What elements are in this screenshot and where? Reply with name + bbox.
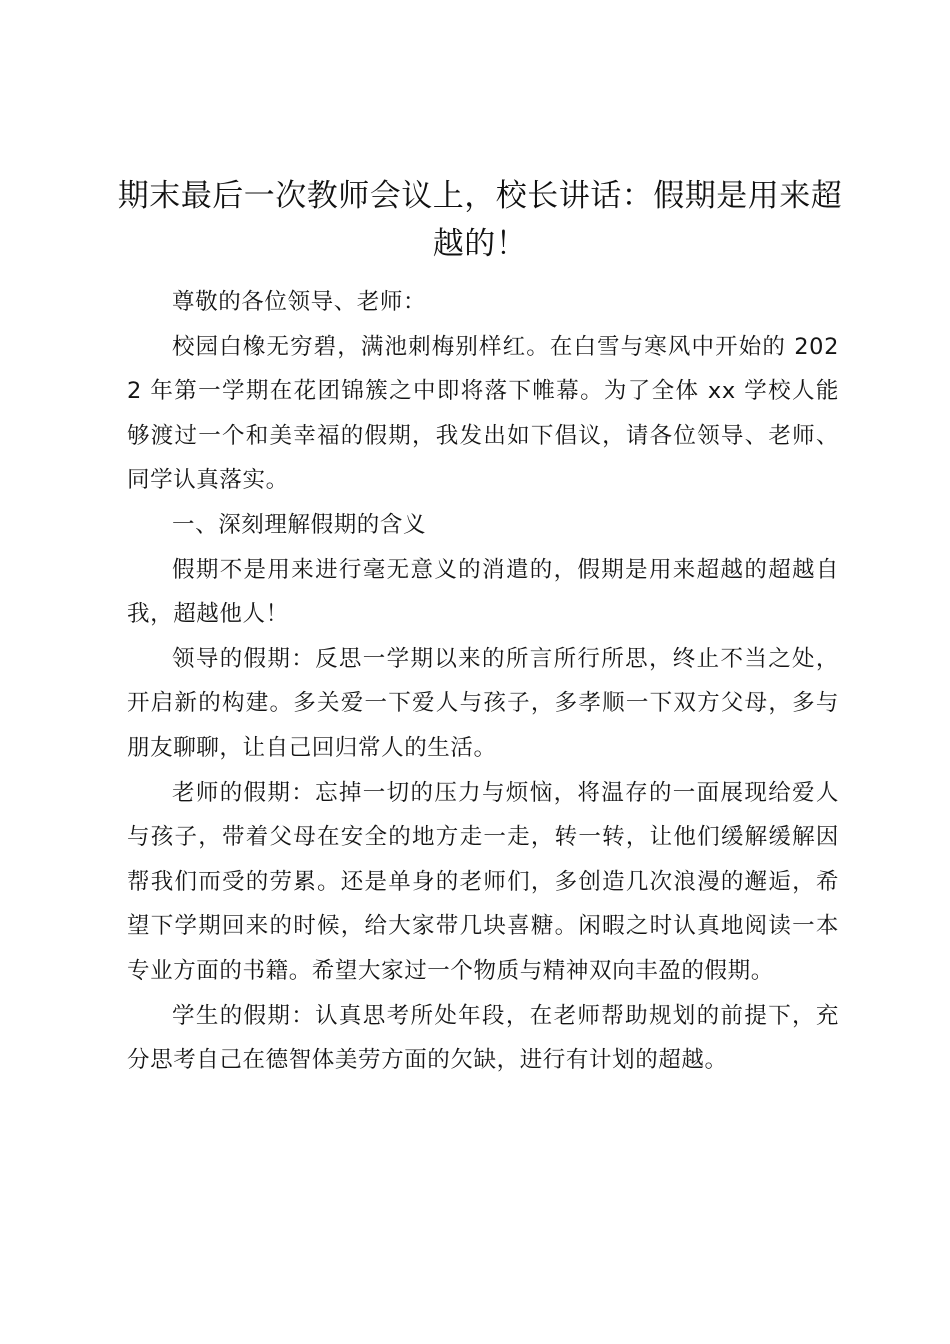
teachers-holiday-paragraph: 老师的假期：忘掉一切的压力与烦恼，将温存的一面展现给爱人与孩子，带着父母在安全的地方走一走，转一转，让他们缓解缓解因帮我们而受的劳累。还是单身的老师们，多创造几次浪漫的邂逅，希望下学期回来的时候，给大家带几块喜糖。闲暇之时认真地阅读一本专业方面的书籍。希望大家过一个物质与精神双向丰盈的假期。 (127, 779, 839, 984)
document-title: 期末最后一次教师会议上，校长讲话：假期是用来超越的！ (117, 178, 843, 262)
opening-paragraph: 校园白橡无穷碧，满池刺梅别样红。在白雪与寒风中开始的 2022 年第一学期在花团锦簇之中即将落下帷幕。为了全体 xx 学校人能够渡过一个和美幸福的假期，我发出如下倡议，请各位领导、老师、同学认真落实。 (127, 333, 839, 494)
document-body (127, 280, 839, 1083)
students-holiday-paragraph: 学生的假期：认真思考所处年段，在老师帮助规划的前提下，充分思考自己在德智体美劳方面的欠缺，进行有计划的超越。 (127, 1002, 839, 1074)
salutation-paragraph: 尊敬的各位领导、老师： (172, 289, 427, 315)
section-heading: 一、深刻理解假期的含义 (172, 511, 427, 538)
holiday-meaning-paragraph: 假期不是用来进行毫无意义的消遣的，假期是用来超越的超越自我，超越他人！ (127, 556, 839, 628)
leaders-holiday-paragraph: 领导的假期：反思一学期以来的所言所行所思，终止不当之处，开启新的构建。多关爱一下爱人与孩子，多孝顺一下双方父母，多与朋友聊聊，让自己回归常人的生活。 (127, 645, 839, 761)
